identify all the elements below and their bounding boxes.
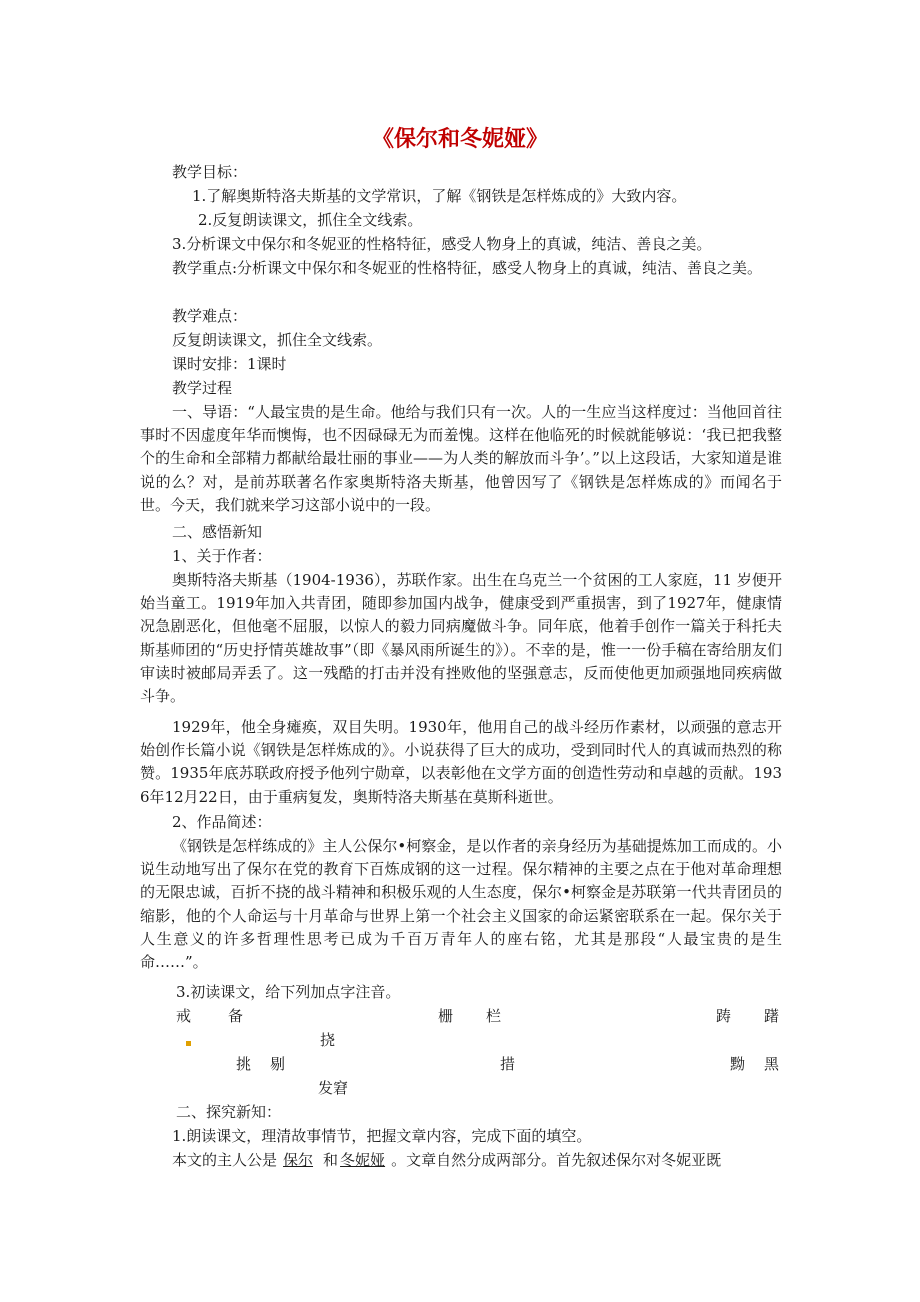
author-heading: 1、关于作者：	[172, 547, 272, 565]
work-paragraph: 《钢铁是怎样练成的》主人公保尔•柯察金，是以作者的亲身经历为基础提炼加工而成的。小说生动地写出了保尔在党的教育下百炼成钢的这一过程。保尔精神的主要之点在于他对革命理想的无限忠诚，百折不挠的战斗精神和积极乐观的人生态度，保尔•柯察金是苏联第一代共青团员的缩影，他的个人命运与十月革命与世界上第一个社会主义国家的命运紧密联系在一起。保尔关于人生意义的许多哲理性思考已成为千百万青年人的座右铭，尤其是那段“人最宝贵的是生命……”。	[140, 837, 782, 972]
word-char: 挑	[236, 1055, 252, 1073]
word-char: 剔	[270, 1055, 286, 1073]
difficulty-text: 反复朗读课文，抓住全文线索。	[172, 331, 383, 349]
objective-2: 2.反复朗读课文，抓住全文线索。	[198, 211, 423, 229]
author-paragraph-1: 奥斯特洛夫斯基（1904-1936），苏联作家。出生在乌克兰一个贫困的工人家庭，11 岁便开始当童工。1919年加入共青团，随即参加国内战争，健康受到严重损害，到了1927年，健康情况急剧恶化，但他毫不屈服，以惊人的毅力同病魔做斗争。同年底，他着手创作一篇关于科托夫斯基师团的“历史抒情英雄故事”（即《暴风雨所诞生的》）。不幸的是，惟一一份手稿在寄给朋友们审读时被邮局弄丢了。这一残酷的打击并没有挫败他的坚强意志，反而使他更加顽强地同疾病做斗争。	[140, 571, 782, 706]
objective-3: 3.分析课文中保尔和冬妮亚的性格特征，感受人物身上的真诚，纯洁、善良之美。	[172, 235, 712, 253]
word-char: 戒	[176, 1007, 192, 1025]
section-2-heading: 二、感悟新知	[172, 523, 263, 541]
work-heading: 2、作品简述：	[172, 813, 272, 831]
word-char: 黝	[730, 1055, 746, 1073]
intro-paragraph: 一、导语：“人最宝贵的是生命。他给与我们只有一次。人的一生应当这样度过：当他回首往事时不因虚度年华而懊悔，也不因碌碌无为而羞愧。这样在他临死的时候就能够说：‘我已把我整个的生命和全部精力都献给最壮丽的事业——为人类的解放而斗争’。”以上这段话，大家知道是谁说的么？对，是前苏联著名作家奥斯特洛夫斯基，他曾因写了《钢铁是怎样炼成的》而闻名于世。今天，我们就来学习这部小说中的一段。	[140, 403, 782, 514]
word-char: 栅	[438, 1007, 454, 1025]
schedule: 课时安排：1课时	[172, 355, 287, 373]
process-heading: 教学过程	[172, 379, 233, 397]
fill-mid: 和	[323, 1151, 339, 1169]
word-char: 栏	[486, 1007, 502, 1025]
fill-answer-2: 冬妮娅	[340, 1151, 386, 1169]
word-char: 发窘	[318, 1079, 349, 1097]
difficulty-heading: 教学难点：	[172, 307, 248, 325]
author-paragraph-2: 1929年，他全身瘫痪，双目失明。1930年，他用自己的战斗经历作素材，以顽强的意志开始创作长篇小说《钢铁是怎样炼成的》。小说获得了巨大的成功，受到同时代人的真诚而热烈的称赞。1935年底苏联政府授予他列宁勋章，以表彰他在文学方面的创造性劳动和卓越的贡献。1936年12月22日，由于重病复发，奥斯特洛夫斯基在莫斯科逝世。	[140, 718, 782, 806]
fill-in-line	[172, 1150, 721, 1170]
explore-heading: 二、探究新知：	[176, 1103, 282, 1121]
word-char: 挠	[320, 1031, 336, 1049]
word-char: 踌	[716, 1007, 732, 1025]
fill-prefix: 本文的主人公是	[172, 1151, 278, 1169]
word-char: 措	[500, 1055, 516, 1073]
word-char: 躇	[764, 1007, 780, 1025]
word-char: 备	[228, 1007, 244, 1025]
explore-task: 1.朗读课文，理清故事情节，把握文章内容，完成下面的填空。	[172, 1127, 592, 1145]
fill-answer-1: 保尔	[283, 1151, 314, 1169]
objective-1: 1.了解奥斯特洛夫斯基的文学常识，了解《钢铁是怎样炼成的》大致内容。	[192, 187, 687, 205]
emphasis-dot-icon	[186, 1041, 191, 1046]
document-title: 《保尔和冬妮娅》	[371, 127, 548, 152]
pinyin-task: 3.初读课文，给下列加点字注音。	[176, 983, 401, 1001]
objectives-heading: 教学目标：	[172, 163, 248, 181]
word-char: 黑	[764, 1055, 780, 1073]
fill-suffix: 。文章自然分成两部分。首先叙述保尔对冬妮亚既	[391, 1151, 722, 1169]
key-point: 教学重点:分析课文中保尔和冬妮亚的性格特征，感受人物身上的真诚，纯洁、善良之美。	[172, 259, 763, 277]
